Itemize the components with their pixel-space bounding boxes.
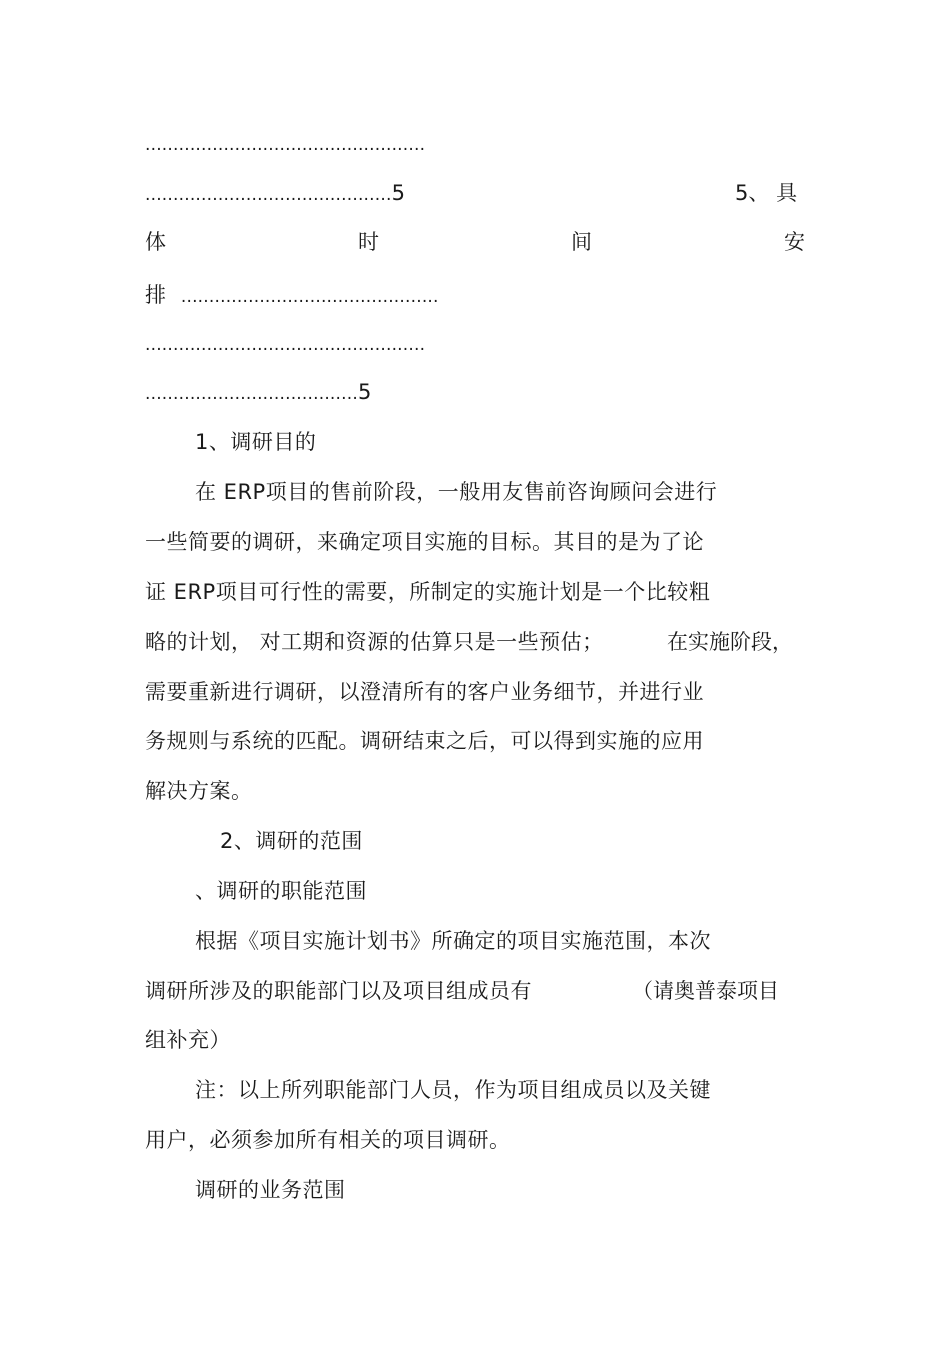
toc-item-number: 5、: [735, 181, 770, 205]
toc-item-char: 安: [784, 230, 805, 254]
subsection-heading: 、调研的职能范围: [195, 879, 367, 903]
paragraph-line: 调研所涉及的职能部门以及项目组成员有: [145, 979, 532, 1003]
toc-item5-start: [735, 178, 797, 208]
paragraph-line: 在 ERP项目的售前阶段，一般用友售前咨询顾问会进行: [195, 480, 718, 504]
toc-entry-line: [145, 280, 439, 312]
toc-dots: ..............................................: [180, 287, 439, 307]
toc-item-char: 时: [358, 230, 379, 254]
toc-entry-line: [145, 178, 405, 210]
toc-dots: ............................................: [145, 185, 392, 205]
toc-dots: ......................................: [145, 384, 358, 404]
toc-item-char: 体: [145, 230, 166, 254]
subsection-heading: 调研的业务范围: [195, 1178, 346, 1202]
toc-item5-spread-line: [145, 227, 805, 257]
toc-item-char: 间: [571, 230, 592, 254]
note-line: 用户，必须参加所有相关的项目调研。: [145, 1128, 511, 1152]
toc-item-char: 排: [145, 283, 167, 307]
paragraph-line: 证 ERP项目可行性的需要，所制定的实施计划是一个比较粗: [145, 580, 711, 604]
toc-dots-line: ..................................................: [145, 335, 426, 355]
section-heading: 1、调研目的: [195, 430, 317, 454]
toc-entry-line: [145, 377, 372, 409]
paragraph-line-right: （请奥普泰项目: [632, 979, 779, 1003]
toc-page-number: 5: [391, 181, 406, 205]
paragraph-line: 一些简要的调研，来确定项目实施的目标。其目的是为了论: [145, 530, 704, 554]
toc-dots-line: ..................................................: [145, 135, 426, 155]
paragraph-line: 根据《项目实施计划书》所确定的项目实施范围，本次: [195, 929, 711, 953]
paragraph-line: 务规则与系统的匹配。调研结束之后，可以得到实施的应用: [145, 729, 704, 753]
paragraph-line-right: 在实施阶段，: [667, 630, 793, 654]
paragraph-line: 略的计划， 对工期和资源的估算只是一些预估；: [145, 630, 604, 654]
note-line: 注：以上所列职能部门人员，作为项目组成员以及关键: [195, 1078, 711, 1102]
toc-page-number: 5: [357, 380, 372, 404]
paragraph-line: 需要重新进行调研，以澄清所有的客户业务细节，并进行业: [145, 680, 704, 704]
paragraph-line: 解决方案。: [145, 779, 253, 803]
paragraph-line: 组补充）: [145, 1028, 231, 1052]
section-heading: 2、调研的范围: [220, 829, 363, 853]
toc-item-char: 具: [776, 181, 798, 205]
